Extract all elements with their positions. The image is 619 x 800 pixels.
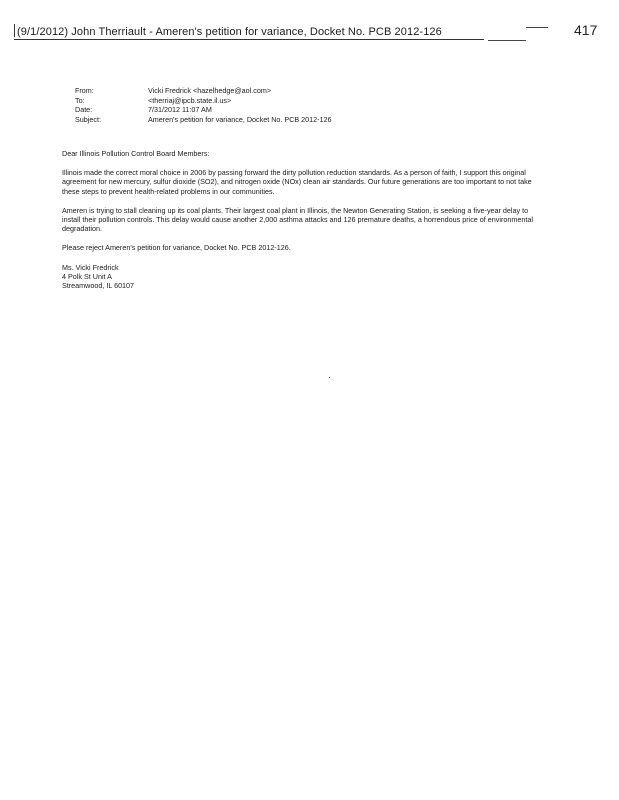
date-value: 7/31/2012 11:07 AM: [148, 105, 212, 114]
email-metadata: [75, 86, 332, 124]
from-value: Vicki Fredrick <hazelhedge@aol.com>: [148, 86, 272, 95]
signature: [62, 263, 540, 291]
paragraph-1: Illinois made the correct moral choice in 2006 by passing forward the dirty pollution reduction standards. As a person of faith, I support this original agreement for new mercury, sulfur dioxide (SO2), and nitrogen oxide (NOx) clean air standards. Our future generations are too important to not take these steps to prevent health-related problems in our communities.: [62, 168, 532, 196]
letter-body: [62, 149, 540, 290]
paragraph-2: Ameren is trying to stall cleaning up its coal plants. Their largest coal plant in Illinois, the Newton Generating Station, is seeking a five-year delay to install their pollution controls. This delay would cause another 2,000 asthma attacks and 126 premature deaths, a horrendous price of environmental degradation.: [62, 205, 533, 234]
signature-city: Streamwood, IL 60107: [62, 281, 135, 291]
subject-label: Subject:: [75, 114, 101, 124]
header-bracket: [14, 24, 15, 37]
page-number: 417: [574, 22, 598, 38]
date-row: [75, 105, 332, 115]
to-label: To:: [75, 95, 85, 105]
date-label: Date:: [75, 105, 93, 114]
to-value: <therriaj@ipcb.state.il.us>: [148, 95, 232, 105]
signature-name: Ms. Vicki Fredrick: [62, 262, 119, 272]
header-rule-short: [526, 27, 548, 28]
from-row: [75, 86, 332, 96]
signature-street: 4 Polk St Unit A: [62, 271, 112, 281]
paragraph-3: Please reject Ameren's petition for variance, Docket No. PCB 2012-126.: [62, 243, 291, 253]
header-title: (9/1/2012) John Therriault - Ameren's petition for variance, Docket No. PCB 2012-126: [17, 26, 442, 38]
subject-value: Ameren's petition for variance, Docket No. PCB 2012-126: [148, 114, 332, 124]
document-header: [14, 24, 484, 40]
header-rule: [488, 40, 526, 41]
scan-speck: [329, 377, 330, 378]
from-label: From:: [75, 86, 94, 95]
subject-row: [75, 115, 332, 125]
to-row: [75, 96, 332, 106]
salutation: Dear Illinois Pollution Control Board Members:: [62, 149, 210, 158]
